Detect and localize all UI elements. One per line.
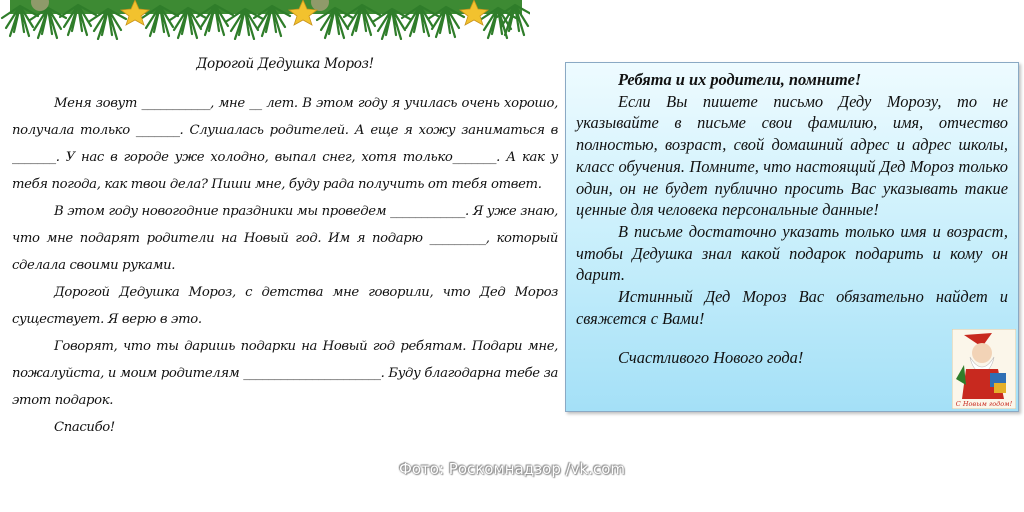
fir-garland-decoration [0, 0, 530, 40]
notice-paragraph: Истинный Дед Мороз Вас обязательно найдет и свяжется с Вами! [576, 287, 1008, 328]
letter-paragraph: Дорогой Дедушка Мороз, с детства мне говорили, что Дед Мороз существует. Я верю в это. [12, 285, 558, 327]
photo-credit-watermark: Фото: Роскомнадзор /vk.com [398, 460, 626, 478]
notice-paragraph: В письме достаточно указать только имя и возраст, чтобы Дедушка знал какой подарок подарить и кому он дарит. [576, 221, 1008, 285]
letter-title: Дорогой Дедушка Мороз! [196, 56, 374, 72]
privacy-notice-box [565, 62, 1019, 412]
notice-paragraph: Если Вы пишете письмо Деду Морозу, то не указывайте в письме свои фамилию, имя, отчество полностью, возраст, свой домашний адрес и адрес школы, класс обучения. Помните, что настоящий Дед Мороз только один, он не будет публично просить Вас указывать такие ценные для человека персональные данные! [576, 91, 1008, 220]
letter-closing: Спасибо! [54, 420, 115, 435]
letter-paragraph: В этом году новогодние праздники мы проведем ____________. Я уже знаю, что мне подарят родители на Новый год. Им я подарю _________, который сделала своими руками. [12, 204, 558, 273]
letter-paragraph: Говорят, что ты даришь подарки на Новый год ребятам. Подари мне, пожалуйста, и моим родителям ______________________. Буду благодарна тебе за этот подарок. [12, 339, 558, 408]
letter-to-santa [12, 52, 558, 441]
letter-paragraph: Меня зовут ___________, мне __ лет. В этом году я училась очень хорошо, получала только _______. Слушалась родителей. А еще я хожу заниматься в _______. У нас в городе уже холодно, выпал снег, хотя только_______. А как у тебя погода, как твои дела? Пиши мне, буду рада получить от тебя ответ. [12, 96, 558, 192]
notice-heading: Ребята и их родители, помните! [618, 70, 862, 89]
santa-postcard-image [952, 329, 1016, 409]
notice-wish: Счастливого Нового года! [618, 348, 804, 368]
postcard-caption: С Новым годом! [955, 400, 1013, 408]
